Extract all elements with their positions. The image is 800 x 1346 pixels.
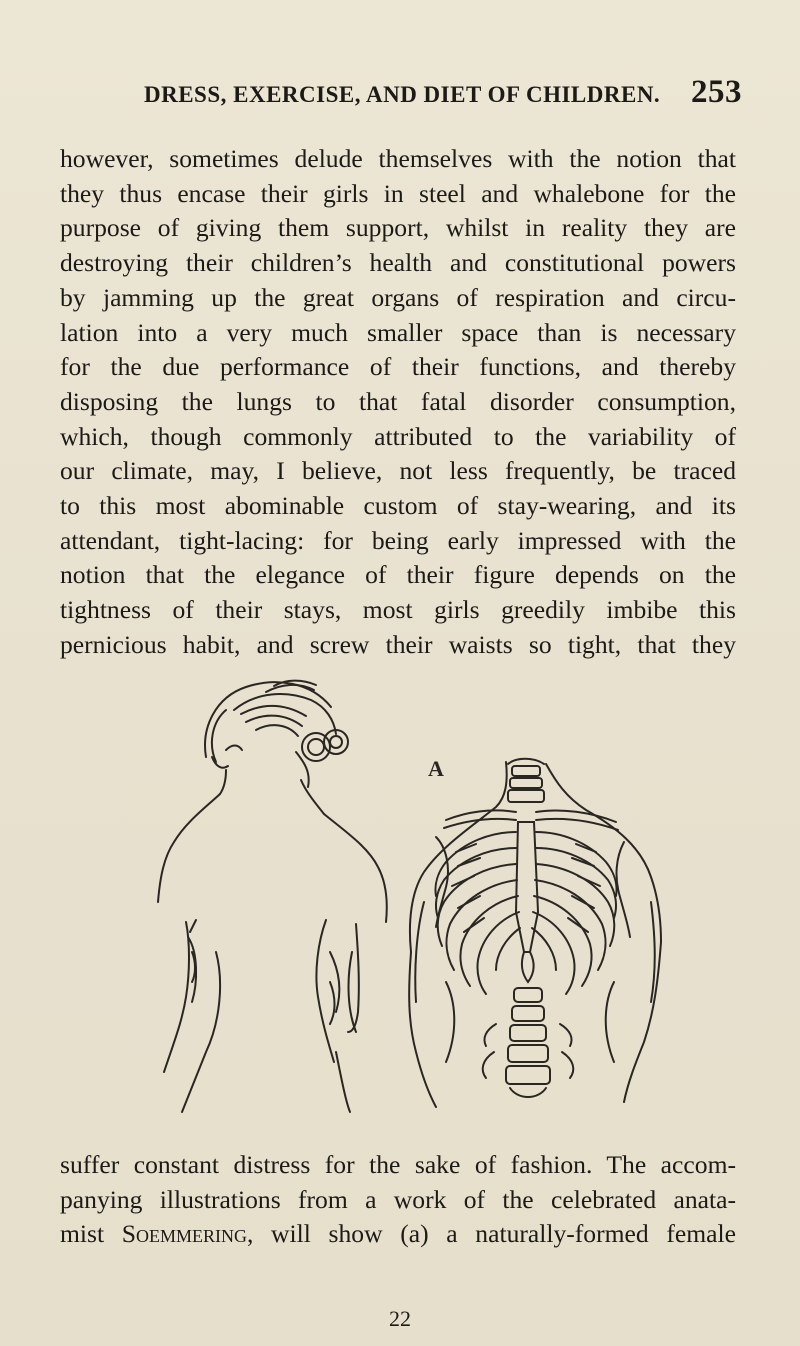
paragraph-top xyxy=(60,142,736,663)
text-line: to this most abominable custom of stay-wearing, and its xyxy=(60,491,736,521)
text-line: purpose of giving them support, whilst in reality they are xyxy=(60,213,736,243)
paragraph-bottom xyxy=(60,1148,736,1252)
text-line xyxy=(60,1217,736,1252)
figure-label-a: A xyxy=(428,756,444,781)
running-head-title: DRESS, EXERCISE, AND DIET OF CHILDREN. xyxy=(144,82,661,107)
text-segment: mist xyxy=(60,1219,122,1249)
text-line: for the due performance of their functions, and thereby xyxy=(60,352,736,382)
text-line: they thus encase their girls in steel and whalebone for the xyxy=(60,178,736,208)
text-line: by jamming up the great organs of respiration and circu- xyxy=(60,282,736,312)
text-line: pernicious habit, and screw their waists so tight, that they xyxy=(60,629,736,659)
page-number: 253 xyxy=(691,74,742,110)
figure-drawing xyxy=(146,652,706,1144)
text-line: panying illustrations from a work of the celebrated anata- xyxy=(60,1184,736,1214)
text-line: which, though commonly attributed to the variability of xyxy=(60,421,736,451)
text-line: our climate, may, I believe, not less frequently, be traced xyxy=(60,456,736,486)
left-figure-outline xyxy=(158,681,387,1112)
text-line: however, sometimes delude themselves with the notion that xyxy=(60,144,736,173)
text-line: tightness of their stays, most girls greedily imbibe this xyxy=(60,595,736,625)
text-line: disposing the lungs to that fatal disorder consumption, xyxy=(60,386,736,416)
text-segment: , will show (a) a naturally-formed female xyxy=(246,1219,736,1249)
text-line: suffer constant distress for the sake of fashion. The accom- xyxy=(60,1150,736,1179)
right-figure-skeleton xyxy=(409,759,661,1107)
signature-mark: 22 xyxy=(389,1306,411,1331)
text-line: attendant, tight-lacing: for being early impressed with the xyxy=(60,525,736,555)
text-line: destroying their children’s health and constitutional powers xyxy=(60,248,736,278)
text-line: notion that the elegance of their figure depends on the xyxy=(60,560,736,590)
author-name: Soemmering xyxy=(121,1219,247,1249)
anatomical-illustration xyxy=(146,652,706,1144)
text-line: lation into a very much smaller space than is necessary xyxy=(60,317,736,347)
